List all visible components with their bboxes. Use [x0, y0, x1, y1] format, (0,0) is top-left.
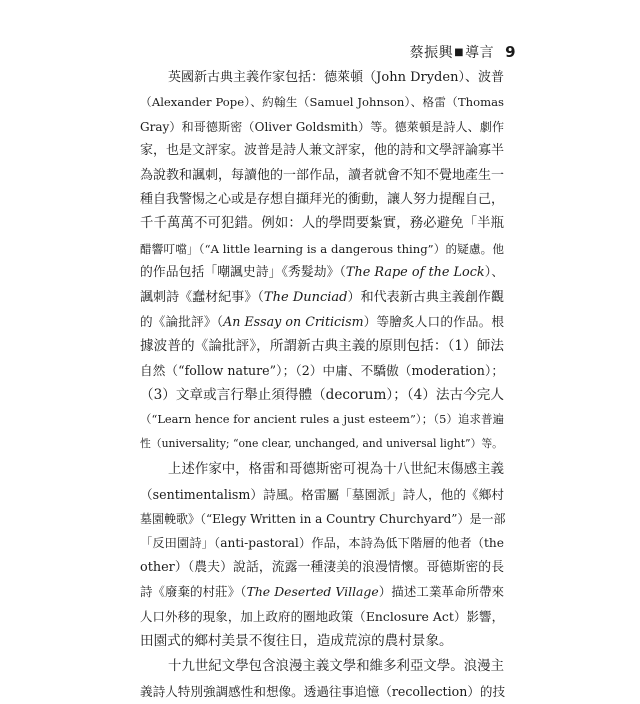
paragraph-1 [140, 66, 504, 456]
text-line: 的作品包括「嘲諷史詩」《秀髮劫》（The Rape of the Lock）、 [140, 265, 505, 281]
body-text [140, 66, 504, 704]
text-line: 十九世紀文學包含浪漫主義文學和維多利亞文學。浪漫主 [168, 659, 504, 675]
text-line: 千千萬萬不可犯錯。例如：人的學問要紮實，務必避免「半瓶 [140, 216, 504, 232]
text-line: other）（農夫）說話，流露一種淒美的浪漫情懷。哥德斯密的長 [140, 559, 504, 575]
header-section: 導言 [465, 45, 495, 61]
text-line: 性（universality; “one clear, unchanged, and universal light”）等。 [140, 436, 503, 450]
text-line: 諷刺詩《蠢材紀事》（The Dunciad）和代表新古典主義創作觀 [140, 289, 504, 305]
text-line: （3）文章或言行舉止須得體（decorum）；（4）法古今完人 [140, 387, 504, 404]
header-separator-dot: ■ [454, 47, 465, 58]
text-line: 家，也是文評家。波普是詩人兼文評家，他的詩和文學評論寡半 [140, 143, 505, 159]
text-line: 義詩人特別強調感性和想像。透過往事追憶（recollection）的技 [140, 683, 506, 699]
text-line: 醋響叮噹」（“A little learning is a dangerous thing”）的疑慮。他 [140, 241, 504, 256]
header-author: 蔡振興 [409, 45, 454, 61]
text-line: 的《論批評》（An Essay on Criticism）等膾炙人口的作品。根 [140, 313, 504, 329]
text-line: 田園式的鄉村美景不復往日，造成荒涼的農村景象。 [140, 632, 453, 649]
text-line: 為說教和諷刺，每讀他的一部作品，讀者就會不知不覺地產生一 [140, 167, 505, 183]
paragraph-3 [140, 655, 504, 704]
text-line: Gray）和哥德斯密（Oliver Goldsmith）等。德萊頓是詩人、劇作 [140, 119, 504, 134]
running-head [410, 42, 516, 62]
paragraph-2 [140, 458, 504, 653]
page-number: 9 [505, 43, 516, 61]
text-line: 上述作家中，格雷和哥德斯密可視為十八世紀末傷感主義 [168, 462, 504, 478]
text-line: （sentimentalism）詩風。格雷屬「墓園派」詩人，他的《鄉村 [140, 486, 504, 502]
text-line: （“Learn hence for ancient rules a just esteem”）；（5）追求普遍 [140, 412, 504, 427]
text-line: 詩《廢棄的村莊》（The Deserted Village）描述工業革命所帶來 [140, 584, 504, 600]
text-line: 墓園輓歌》（“Elegy Written in a Country Churchyard”）是一部 [140, 512, 506, 527]
text-line: 種自我警惕之心或是存想自擷拜光的衝動，讓人努力提醒自己， [140, 191, 505, 207]
text-line: 「反田園詩」（anti-pastoral）作品，本詩為低下階層的他者（the [140, 536, 504, 551]
text-line: 英國新古典主義作家包括：德萊頓（John Dryden）、波普 [168, 70, 504, 85]
text-line: 自然（“follow nature”）；（2）中庸、不驕傲（moderation）； [140, 362, 504, 378]
text-line: 人口外移的現象，加上政府的圈地政策（Enclosure Act）影響， [140, 608, 504, 624]
text-line: （Alexander Pope）、約翰生（Samuel Johnson）、格雷（Thomas [140, 95, 504, 110]
text-line: 據波普的《論批評》，所謂新古典主義的原則包括：（1）師法 [140, 338, 504, 355]
